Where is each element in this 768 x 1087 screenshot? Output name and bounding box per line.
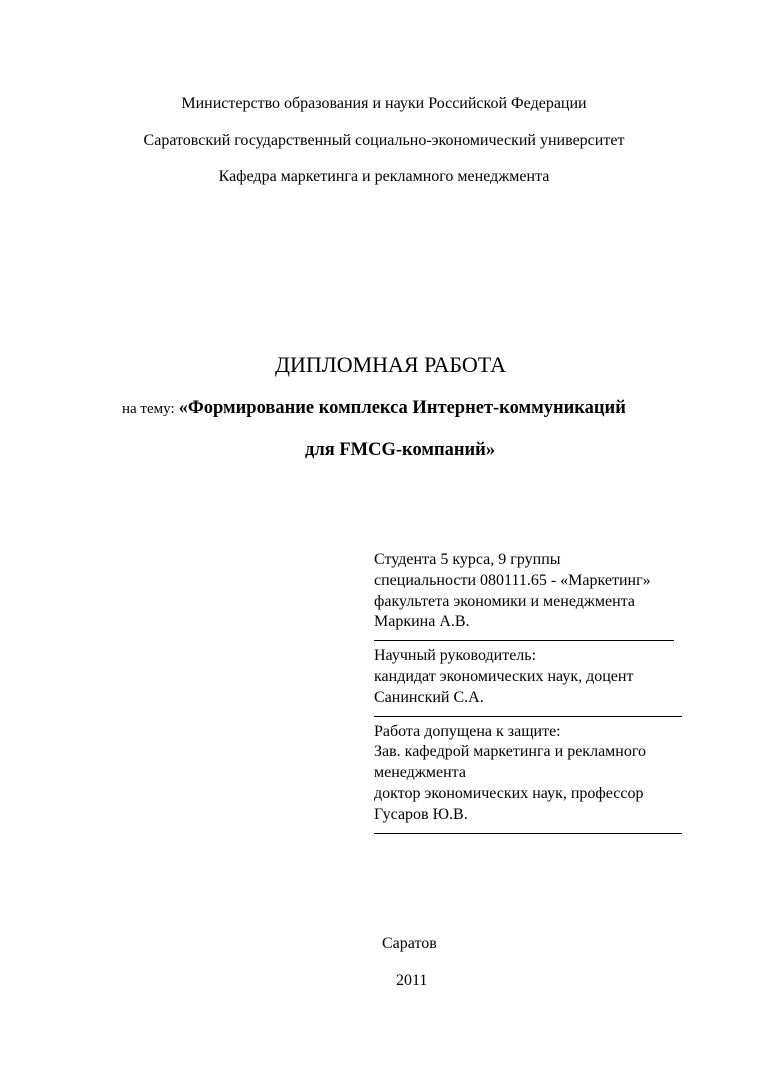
- advisor-signature-line: [374, 716, 682, 717]
- university-line: Саратовский государственный социально-экономический университет: [143, 132, 625, 149]
- theme-prefix: на тему:: [122, 401, 175, 417]
- approval-label: Работа допущена к защите:: [374, 722, 561, 740]
- advisor-label: Научный руководитель:: [374, 647, 537, 665]
- approval-name: Гусаров Ю.В.: [374, 805, 468, 823]
- advisor-position: кандидат экономических наук, доцент: [374, 667, 634, 685]
- student-specialty: специальности 080111.65 - «Маркетинг»: [374, 571, 651, 589]
- approval-signature-line: [374, 833, 682, 834]
- student-name: Маркина А.В.: [374, 613, 470, 631]
- theme-line-1: [122, 398, 626, 419]
- approval-position-line-1: Зав. кафедрой маркетинга и рекламного: [374, 743, 647, 761]
- ministry-line: Министерство образования и науки Российской Федерации: [181, 95, 587, 112]
- student-course: Студента 5 курса, 9 группы: [374, 551, 561, 568]
- signature-block: [374, 550, 682, 839]
- department-line: Кафедра маркетинга и рекламного менеджмента: [218, 168, 550, 185]
- document-title: ДИПЛОМНАЯ РАБОТА: [275, 352, 507, 377]
- theme-title-line-1: «Формирование комплекса Интернет-коммуникаций: [178, 398, 626, 418]
- city: Саратов: [382, 935, 437, 952]
- student-faculty: факультета экономики и менеджмента: [374, 592, 635, 610]
- advisor-name: Санинский С.А.: [374, 688, 484, 706]
- approval-position-line-2: менеджмента: [374, 764, 466, 782]
- theme-title-line-2: для FMCG-компаний»: [305, 440, 496, 460]
- approval-degree: доктор экономических наук, профессор: [374, 784, 644, 802]
- year: 2011: [396, 972, 428, 989]
- student-signature-line: [374, 640, 674, 641]
